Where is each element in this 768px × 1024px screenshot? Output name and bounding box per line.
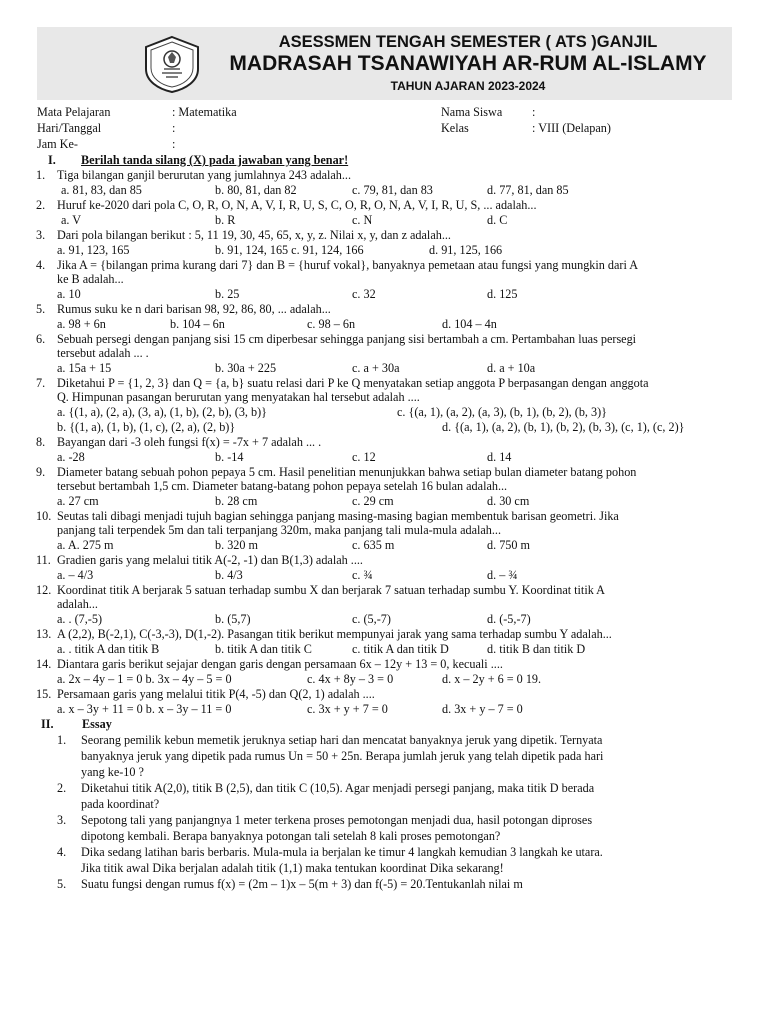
option-b-c: b. 91, 124, 165 c. 91, 124, 166 <box>215 243 364 257</box>
essay-text: pada koordinat? <box>81 797 160 811</box>
essay-text: dipotong kembali. Berapa banyaknya potongan tali setelah 8 kali proses pemotongan? <box>81 829 501 843</box>
option-c: c. 79, 81, dan 83 <box>352 183 433 197</box>
option-a: a. -28 <box>57 450 85 464</box>
question-number: 9. <box>36 465 46 479</box>
option-b: b. 30a + 225 <box>215 361 277 375</box>
option-c: c. 12 <box>352 450 376 464</box>
question-text: Seutas tali dibagi menjadi tujuh bagian sehingga panjang masing-masing bagian membentuk barisan geometri. Jika <box>57 509 619 523</box>
question-text: Tiga bilangan ganjil berurutan yang jumlahnya 243 adalah... <box>57 168 352 182</box>
question-number: 3. <box>36 228 46 242</box>
option-d: d. 125 <box>487 287 518 301</box>
option-c: c. N <box>352 213 373 227</box>
option-a: a. 81, 83, dan 85 <box>61 183 142 197</box>
academic-year: TAHUN AJARAN 2023-2024 <box>390 79 546 93</box>
essay-text: Dika sedang latihan baris berbaris. Mula-mula ia berjalan ke timur 4 langkah kemudian 3 langkah ke utara. <box>81 845 603 859</box>
option-a: a. 98 + 6n <box>57 317 106 331</box>
option-a: a. – 4/3 <box>57 568 94 582</box>
period-value: : <box>172 137 176 151</box>
section-1-number: I. <box>48 153 56 167</box>
option-d: d. 91, 125, 166 <box>429 243 503 257</box>
option-c: c. titik A dan titik D <box>352 642 449 656</box>
option-a: a. V <box>61 213 82 227</box>
option-a: a. {(1, a), (2, a), (3, a), (1, b), (2, b), (3, b)} <box>57 405 268 419</box>
question-text: Jika A = {bilangan prima kurang dari 7} dan B = {huruf vokal}, banyaknya pemetaan atau fungsi yang mungkin dari A <box>57 258 639 272</box>
question-text-cont: Q. Himpunan pasangan berurutan yang menyatakan hal tersebut adalah .... <box>57 390 420 404</box>
student-name-label: Nama Siswa <box>441 105 503 119</box>
question-text: Huruf ke-2020 dari pola C, O, R, O, N, A, V, I, R, U, S, C, O, R, O, N, A, V, I, R, U, S, ... adalah... <box>57 198 537 212</box>
question-number: 15. <box>36 687 52 701</box>
option-d: d. 30 cm <box>487 494 530 508</box>
section-2-title: Essay <box>82 717 112 731</box>
essay-number: 4. <box>57 845 67 859</box>
option-b: b. 104 – 6n <box>170 317 225 331</box>
option-b: b. 4/3 <box>215 568 243 582</box>
option-a: a. A. 275 m <box>57 538 114 552</box>
question-text: Persamaan garis yang melalui titik P(4, -5) dan Q(2, 1) adalah .... <box>57 687 375 701</box>
option-c: c. (5,-7) <box>352 612 391 626</box>
question-number: 5. <box>36 302 46 316</box>
subject-value: : Matematika <box>172 105 237 119</box>
option-a-b: a. 2x – 4y – 1 = 0 b. 3x – 4y – 5 = 0 <box>57 672 232 686</box>
question-text-cont: panjang tali terpendek 5m dan tali terpanjang 320m, maka panjang tali mula-mula adalah... <box>57 523 502 537</box>
question-number: 4. <box>36 258 46 272</box>
option-c: c. 29 cm <box>352 494 394 508</box>
class-value: : VIII (Delapan) <box>532 121 611 135</box>
option-b: b. titik A dan titik C <box>215 642 312 656</box>
option-d: d. 104 – 4n <box>442 317 497 331</box>
question-number: 10. <box>36 509 52 523</box>
subject-label: Mata Pelajaran <box>37 105 111 119</box>
section-1-title: Berilah tanda silang (X) pada jawaban yang benar! <box>81 153 349 167</box>
essay-number: 3. <box>57 813 67 827</box>
essay-text: Seorang pemilik kebun memetik jeruknya setiap hari dan mencatat banyaknya jeruk yang dipetik. Ternyata <box>81 733 603 747</box>
option-b: b. 25 <box>215 287 240 301</box>
class-label: Kelas <box>441 121 469 135</box>
option-c: c. 32 <box>352 287 376 301</box>
option-a: a. 15a + 15 <box>57 361 112 375</box>
question-number: 14. <box>36 657 52 671</box>
option-d: d. 14 <box>487 450 512 464</box>
question-text: Koordinat titik A berjarak 5 satuan terhadap sumbu X dan berjarak 7 satuan terhadap sumbu Y. Koordinat titik A <box>57 583 605 597</box>
option-c: c. 635 m <box>352 538 395 552</box>
question-text: Diketahui P = {1, 2, 3} dan Q = {a, b} suatu relasi dari P ke Q menyatakan setiap anggota P berpasangan dengan anggota <box>57 376 649 390</box>
option-b: b. -14 <box>215 450 244 464</box>
option-a-b: a. x – 3y + 11 = 0 b. x – 3y – 11 = 0 <box>57 702 232 716</box>
option-d: d. 77, 81, dan 85 <box>487 183 569 197</box>
question-text: Diantara garis berikut sejajar dengan garis dengan persamaan 6x – 12y + 13 = 0, kecuali .... <box>57 657 503 671</box>
question-text: Rumus suku ke n dari barisan 98, 92, 86, 80, ... adalah... <box>57 302 331 316</box>
question-number: 7. <box>36 376 46 390</box>
option-b: b. 320 m <box>215 538 258 552</box>
option-a: a. 10 <box>57 287 81 301</box>
option-d: d. a + 10a <box>487 361 536 375</box>
period-label: Jam Ke- <box>37 137 78 151</box>
question-number: 11. <box>36 553 51 567</box>
question-number: 6. <box>36 332 46 346</box>
option-c: c. ¾ <box>352 568 373 582</box>
essay-number: 1. <box>57 733 67 747</box>
option-b: b. 80, 81, dan 82 <box>215 183 297 197</box>
school-name: MADRASAH TSANAWIYAH AR-RUM AL-ISLAMY <box>229 52 707 75</box>
essay-number: 2. <box>57 781 67 795</box>
question-number: 1. <box>36 168 46 182</box>
question-text: Sebuah persegi dengan panjang sisi 15 cm diperbesar sehingga panjang sisi bertambah a cm. Pertambahan luas persegi <box>57 332 637 346</box>
option-b: b. (5,7) <box>215 612 251 626</box>
option-a: a. 91, 123, 165 <box>57 243 130 257</box>
option-d: d. C <box>487 213 508 227</box>
option-d: d. (-5,-7) <box>487 612 531 626</box>
question-number: 12. <box>36 583 52 597</box>
question-text: Dari pola bilangan berikut : 5, 11 19, 30, 45, 65, x, y, z. Nilai x, y, dan z adalah... <box>57 228 451 242</box>
question-text: Bayangan dari -3 oleh fungsi f(x) = -7x + 7 adalah ... . <box>57 435 322 449</box>
option-b: b. R <box>215 213 236 227</box>
question-number: 8. <box>36 435 46 449</box>
essay-text: banyaknya jeruk yang dipetik pada rumus Un = 50 + 25n. Berapa jumlah jeruk yang telah dipetik pada hari <box>81 749 604 763</box>
option-d: d. {(a, 1), (a, 2), (b, 1), (b, 2), (b, 3), (c, 1), (c, 2)} <box>442 420 685 434</box>
essay-text: Suatu fungsi dengan rumus f(x) = (2m – 1)x – 5(m + 3) dan f(-5) = 20.Tentukanlah nilai m <box>81 877 523 891</box>
option-d: d. 750 m <box>487 538 530 552</box>
student-name-value: : <box>532 105 536 119</box>
option-c: c. a + 30a <box>352 361 400 375</box>
option-d: d. titik B dan titik D <box>487 642 586 656</box>
date-value: : <box>172 121 176 135</box>
question-text-cont: adalah... <box>57 597 98 611</box>
essay-text: yang ke-10 ? <box>81 765 144 779</box>
question-number: 2. <box>36 198 46 212</box>
option-b: b. 28 cm <box>215 494 258 508</box>
option-a: a. . (7,-5) <box>57 612 103 626</box>
option-c: c. 4x + 8y – 3 = 0 <box>307 672 394 686</box>
question-text: Diameter batang sebuah pohon pepaya 5 cm. Hasil penelitian menunjukkan bahwa setiap bulan diameter batang pohon <box>57 465 637 479</box>
option-c: c. 98 – 6n <box>307 317 356 331</box>
question-text-cont: tersebut bertambah 1,5 cm. Diameter batang-batang pohon pepaya setelah 16 bulan adalah... <box>57 479 508 493</box>
option-b: b. {(1, a), (1, b), (1, c), (2, a), (2, b)} <box>57 420 236 434</box>
essay-text: Sepotong tali yang panjangnya 1 meter terkena proses pemotongan menjadi dua, hasil potongan diproses <box>81 813 593 827</box>
option-a: a. 27 cm <box>57 494 99 508</box>
option-d: d. x – 2y + 6 = 0 19. <box>442 672 542 686</box>
essay-text: Jika titik awal Dika berjalan adalah titik (1,1) maka tentukan koordinat Dika sekarang! <box>81 861 504 875</box>
essay-text: Diketahui titik A(2,0), titik B (2,5), dan titik C (10,5). Agar menjadi persegi panjang, maka titik D berada <box>81 781 595 795</box>
section-2-number: II. <box>41 717 54 731</box>
option-d: d. 3x + y – 7 = 0 <box>442 702 523 716</box>
option-c: c. 3x + y + 7 = 0 <box>307 702 388 716</box>
question-text: Gradien garis yang melalui titik A(-2, -1) dan B(1,3) adalah .... <box>57 553 363 567</box>
question-text: A (2,2), B(-2,1), C(-3,-3), D(1,-2). Pasangan titik berikut mempunyai jarak yang sama terhadap sumbu Y adalah... <box>57 627 612 641</box>
option-d: d. – ¾ <box>487 568 518 582</box>
question-number: 13. <box>36 627 52 641</box>
option-c: c. {(a, 1), (a, 2), (a, 3), (b, 1), (b, 2), (b, 3)} <box>397 405 608 419</box>
school-logo <box>144 35 200 93</box>
option-a: a. . titik A dan titik B <box>57 642 160 656</box>
question-text-cont: tersebut adalah ... . <box>57 346 149 360</box>
question-text-cont: ke B adalah... <box>57 272 124 286</box>
essay-number: 5. <box>57 877 67 891</box>
date-label: Hari/Tanggal <box>37 121 102 135</box>
header-title: ASESSMEN TENGAH SEMESTER ( ATS )GANJIL <box>278 33 658 51</box>
